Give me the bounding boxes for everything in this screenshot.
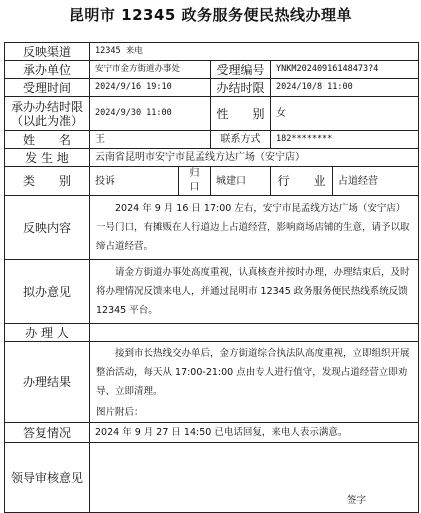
channel-value: 12345 来电 <box>90 43 419 61</box>
reply-label: 答复情况 <box>5 423 90 443</box>
result-value: 接到市长热线交办单后，金方街道综合执法队高度重视，立即组织开展整治活动，每天从 17:00-21:00 点由专人进行值守，发现占道经营立即劝导、立即清理。 <box>96 348 410 397</box>
reply-value: 2024 年 9 月 27 日 14:50 已电话回复，来电人表示满意。 <box>90 423 419 443</box>
result-label: 办理结果 <box>5 342 90 423</box>
content-value: 2024 年 9 月 16 日 17:00 左右，安宁市昆孟线方达广场（安宁店）一号门口，有摊贩在人行道边上占道经营，影响商场店铺的生意，请予以取缔占道经营。 <box>96 203 410 252</box>
deadline-value: 2024/9/30 11:00 <box>90 97 211 131</box>
place-value: 云南省昆明市安宁市昆孟线方达广场（安宁店） <box>90 149 419 167</box>
handler-value <box>90 324 419 342</box>
return-label: 归 口 <box>179 167 211 196</box>
gender-value: 女 <box>271 97 419 131</box>
row-channel <box>5 43 419 61</box>
unit-value: 安宁市金方街道办事处 <box>90 61 211 79</box>
row-time <box>5 79 419 97</box>
content-label: 反映内容 <box>5 196 90 260</box>
opinion-label: 拟办意见 <box>5 260 90 324</box>
row-category <box>5 167 419 196</box>
row-unit <box>5 61 419 79</box>
row-content <box>5 196 419 260</box>
row-result <box>5 342 419 423</box>
return-value: 城建口 <box>211 167 271 196</box>
name-label: 姓 名 <box>5 131 90 149</box>
accept-no-value: YNKM20240916148473?4 <box>271 61 419 79</box>
row-reply <box>5 423 419 443</box>
row-deadline <box>5 97 419 131</box>
review-cell <box>90 443 419 513</box>
handler-label: 办 理 人 <box>5 324 90 342</box>
result-cell <box>90 342 419 423</box>
category-label: 类 别 <box>5 167 90 196</box>
review-label: 领导审核意见 <box>5 443 90 513</box>
row-name <box>5 131 419 149</box>
opinion-value: 请金方街道办事处高度重视，认真核查并按时办理，办理结束后，及时将办理情况反馈来电人，并通过昆明市 12345 政务服务便民热线系统反馈 12345 平台。 <box>96 267 410 316</box>
category-value: 投诉 <box>90 167 179 196</box>
name-value: 王 <box>90 131 211 149</box>
finish-time-label: 办结时限 <box>211 79 271 97</box>
hotline-form-table <box>4 42 419 513</box>
contact-label: 联系方式 <box>211 131 271 149</box>
contact-value: 182******** <box>271 131 419 149</box>
opinion-cell <box>90 260 419 324</box>
channel-label: 反映渠道 <box>5 43 90 61</box>
row-place <box>5 149 419 167</box>
finish-time-value: 2024/10/8 11:00 <box>271 79 419 97</box>
deadline-label: 承办办结时限（以此为准） <box>5 97 90 131</box>
form-title: 昆明市 12345 政务服务便民热线办理单 <box>68 6 353 24</box>
accept-time-value: 2024/9/16 19:10 <box>90 79 211 97</box>
accept-time-label: 受理时间 <box>5 79 90 97</box>
industry-label: 行 业 <box>271 167 333 196</box>
row-opinion <box>5 260 419 324</box>
content-cell <box>90 196 419 260</box>
gender-label: 性 别 <box>211 97 271 131</box>
signature-label: 签字 <box>347 495 367 506</box>
place-label: 发 生 地 <box>5 149 90 167</box>
row-review <box>5 443 419 513</box>
unit-label: 承办单位 <box>5 61 90 79</box>
row-handler <box>5 324 419 342</box>
accept-no-label: 受理编号 <box>211 61 271 79</box>
result-attachment-note: 图片附后： <box>96 407 144 418</box>
industry-value: 占道经营 <box>333 167 419 196</box>
